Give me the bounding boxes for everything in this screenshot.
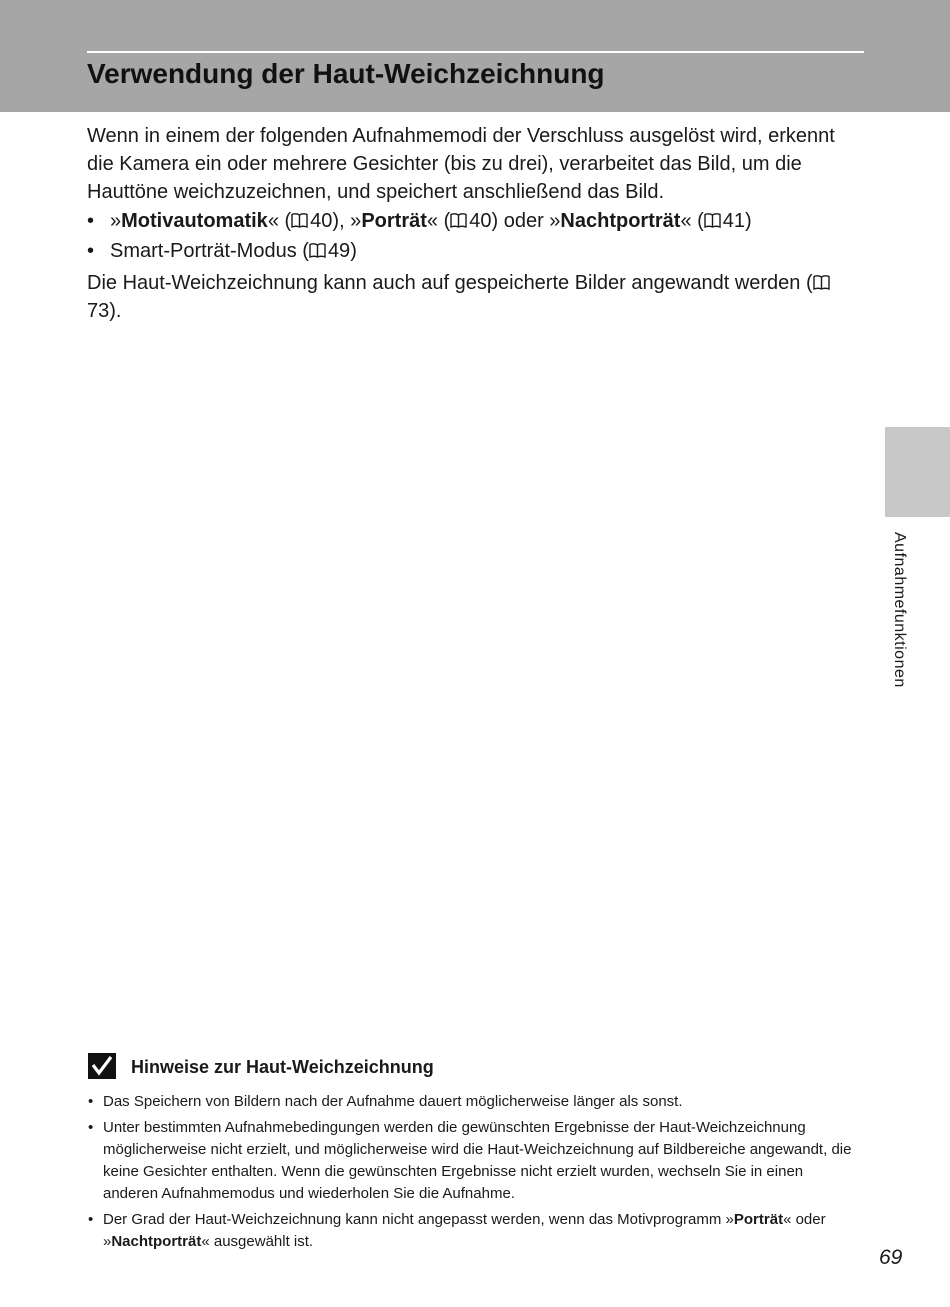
mode-name-portraet: Porträt	[733, 1211, 784, 1228]
page-reference[interactable]: 41	[722, 210, 746, 232]
header-band	[0, 0, 950, 112]
page-reference[interactable]: 73	[87, 300, 110, 322]
checkmark-note-icon	[88, 1053, 116, 1079]
book-reference-icon	[309, 243, 326, 258]
book-reference-icon	[450, 213, 467, 228]
list-item: • Das Speichern von Bildern nach der Aufnahme dauert möglicherweise länger als sonst.	[87, 1091, 862, 1113]
section-tab-label: Aufnahmefunktionen	[891, 532, 908, 688]
list-item: • »Motivautomatik« ( 40), »Porträt« ( 40) oder »Nachtporträt« ( 41)	[87, 207, 862, 235]
list-item: • Der Grad der Haut-Weichzeichnung kann nicht angepasst werden, wenn das Motivprogramm »Porträt« oder »Nachtporträt« ausgewählt ist.	[87, 1209, 862, 1253]
notes-list	[87, 1091, 862, 1257]
intro-paragraph: Wenn in einem der folgenden Aufnahmemodi der Verschluss ausgelöst wird, erkennt die Kamera ein oder mehrere Gesichter (bis zu drei), verarbeitet das Bild, um die Hauttöne weichzuzeichnen, und speichert anschließend das Bild.	[87, 125, 835, 203]
header-rule	[87, 51, 864, 53]
list-item: • Smart-Porträt-Modus ( 49)	[87, 237, 862, 265]
mode-list	[87, 207, 862, 267]
page-title: Verwendung der Haut-Weichzeichnung	[87, 58, 605, 89]
section-tab	[885, 427, 950, 517]
page-reference[interactable]: 40	[310, 210, 333, 232]
list-item: • Unter bestimmten Aufnahmebedingungen werden die gewünschten Ergebnisse der Haut-Weichzeichnung möglicherweise nicht erzielt, und möglicherweise wird die Haut-Weichzeichnung auf Bildbereiche angewandt, die keine Gesichter enthalten. Wenn die gewünschten Ergebnisse nicht erzielt wurden, wechseln Sie in einen anderen Aufnahmemodus und wiederholen Sie die Aufnahme.	[87, 1117, 862, 1205]
mode-name-nachtportraet: Nachtporträt	[111, 1233, 202, 1250]
book-reference-icon	[813, 275, 830, 290]
page-reference[interactable]: 49	[327, 240, 351, 262]
mode-name-portraet: Porträt	[361, 210, 427, 232]
playback-paragraph: Die Haut-Weichzeichnung kann auch auf gespeicherte Bilder angewandt werden (73).	[87, 269, 862, 325]
notes-title: Hinweise zur Haut-Weichzeichnung	[131, 1057, 434, 1077]
page-number: 69	[879, 1246, 903, 1269]
page-reference[interactable]: 40	[469, 210, 492, 232]
mode-name-nachtportraet: Nachtporträt	[560, 210, 681, 232]
book-reference-icon	[704, 213, 721, 228]
book-reference-icon	[291, 213, 308, 228]
mode-name-motivautomatik: Motivautomatik	[121, 210, 268, 232]
